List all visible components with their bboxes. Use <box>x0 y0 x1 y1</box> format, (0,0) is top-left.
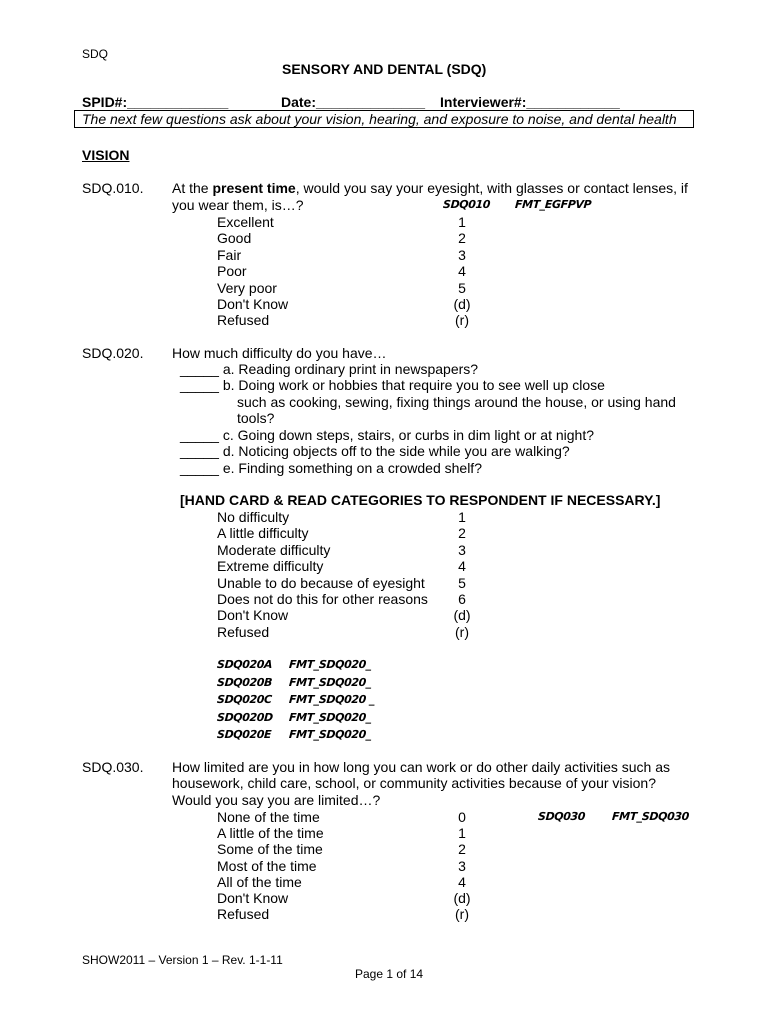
option-label: Extreme difficulty <box>217 558 324 575</box>
intro-text: The next few questions ask about your vision, hearing, and exposure to noise, and dental health <box>82 111 677 127</box>
sub-item-continued: tools? <box>237 410 275 426</box>
option-label: Fair <box>217 246 242 263</box>
option-code: 2 <box>458 841 466 858</box>
option-label: Moderate difficulty <box>217 541 331 558</box>
variable-name: SDQ020B <box>216 675 273 689</box>
format-name: FMT_SDQ020_ <box>288 658 372 671</box>
option-code: (r) <box>455 906 469 923</box>
option-code: 1 <box>458 509 466 525</box>
option-code: (r) <box>455 312 469 329</box>
question-number: SDQ.010. <box>82 180 144 196</box>
option-code: 4 <box>458 558 466 575</box>
question-text-line: housework, child care, school, or community activities because of your vision? <box>172 775 656 791</box>
option-label: Don't Know <box>217 890 289 906</box>
format-name: FMT_SDQ030 <box>611 810 690 823</box>
question-number: SDQ.030. <box>82 759 144 775</box>
section-heading: VISION <box>82 147 130 163</box>
question-text: At the present time, would you say your eyesight, with glasses or contact lenses, if <box>172 180 688 196</box>
page-number: Page 1 of 14 <box>355 967 424 981</box>
option-code: (d) <box>453 607 471 624</box>
sub-item: _____ b. Doing work or hobbies that require you to see well up close <box>180 377 605 393</box>
option-label: A little of the time <box>217 825 324 842</box>
option-label: Good <box>217 230 252 247</box>
option-label: Refused <box>217 312 270 329</box>
question-text-line: Would you say you are limited…? <box>172 792 381 808</box>
sub-item-continued: such as cooking, sewing, fixing things around the house, or using hand <box>237 394 676 410</box>
option-code: 1 <box>458 825 466 842</box>
option-code: 6 <box>458 591 466 607</box>
option-label: Refused <box>217 906 270 923</box>
format-name: FMT_SDQ020 _ <box>288 693 375 706</box>
option-label: All of the time <box>217 873 302 890</box>
option-label: Does not do this for other reasons <box>217 591 428 607</box>
option-code: 5 <box>458 279 466 296</box>
option-label: Unable to do because of eyesight <box>217 574 425 591</box>
format-name: FMT_EGFPVP <box>514 198 592 211</box>
option-code: 3 <box>458 541 466 558</box>
format-name: FMT_SDQ020_ <box>288 728 372 741</box>
question-text-line: you wear them, is…? <box>172 197 304 213</box>
option-label: Excellent <box>217 214 274 230</box>
variable-name: SDQ030 <box>537 810 586 823</box>
option-code: 5 <box>458 574 466 591</box>
option-label: Poor <box>217 263 247 280</box>
variable-name: SDQ020E <box>216 728 272 741</box>
option-code: (r) <box>455 623 469 640</box>
option-code: 2 <box>458 525 466 542</box>
sub-item: _____ a. Reading ordinary print in newspapers? <box>180 361 479 377</box>
option-code: 2 <box>458 230 466 247</box>
page-title: SENSORY AND DENTAL (SDQ) <box>282 61 487 77</box>
header-short: SDQ <box>82 47 109 61</box>
variable-name: SDQ020D <box>216 710 274 724</box>
option-code: 4 <box>458 263 466 280</box>
option-label: Don't Know <box>217 296 289 312</box>
option-code: (d) <box>453 296 471 312</box>
question-number: SDQ.020. <box>82 345 144 361</box>
option-label: Most of the time <box>217 857 317 874</box>
option-label: Refused <box>217 623 270 640</box>
option-label: Very poor <box>217 279 277 296</box>
option-label: A little difficulty <box>217 525 309 542</box>
variable-name: SDQ020C <box>216 693 273 706</box>
variable-name: SDQ020A <box>216 658 273 671</box>
option-label: None of the time <box>217 809 320 825</box>
format-name: FMT_SDQ020_ <box>288 675 372 689</box>
footer-version: SHOW2011 – Version 1 – Rev. 1-1-11 <box>82 953 283 967</box>
option-code: (d) <box>453 890 471 906</box>
question-text: How much difficulty do you have… <box>172 345 387 361</box>
option-code: 1 <box>458 214 466 230</box>
sub-item: _____ d. Noticing objects off to the side while you are walking? <box>180 443 570 459</box>
interviewer-instruction: [HAND CARD & READ CATEGORIES TO RESPONDENT IF NECESSARY.] <box>180 492 661 508</box>
option-code: 4 <box>458 873 466 890</box>
question-text-line: How limited are you in how long you can work or do other daily activities such as <box>172 759 671 775</box>
format-name: FMT_SDQ020_ <box>288 710 372 724</box>
option-code: 3 <box>458 857 466 874</box>
sub-item: _____ c. Going down steps, stairs, or curbs in dim light or at night? <box>180 427 594 443</box>
variable-name: SDQ010 <box>442 198 491 211</box>
option-code: 0 <box>458 809 466 825</box>
option-label: No difficulty <box>217 509 290 525</box>
sub-item: _____ e. Finding something on a crowded shelf? <box>180 460 482 476</box>
option-label: Some of the time <box>217 841 323 858</box>
option-code: 3 <box>458 246 466 263</box>
spid-field: SPID#:_____________ <box>82 94 229 110</box>
option-label: Don't Know <box>217 607 289 624</box>
date-field: Date:______________ <box>281 94 426 110</box>
interviewer-field: Interviewer#:____________ <box>440 94 620 110</box>
